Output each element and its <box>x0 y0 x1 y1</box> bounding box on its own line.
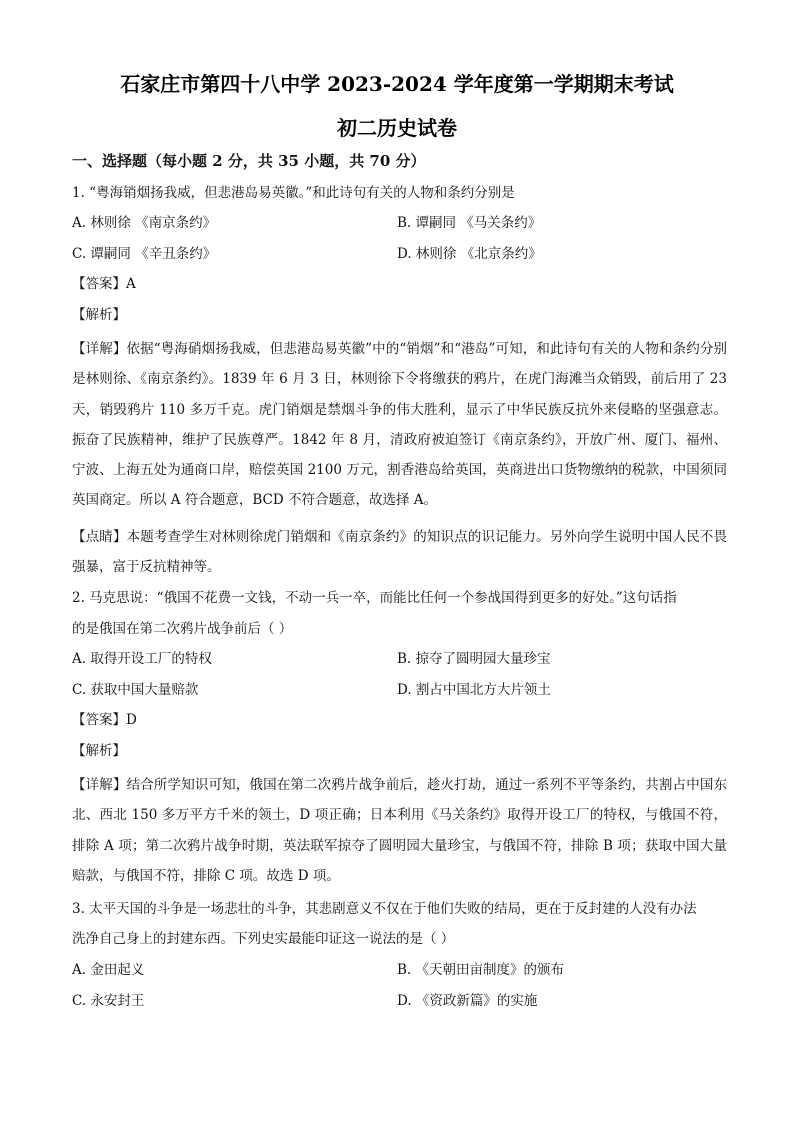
section-heading: 一、选择题（每小题 2 分，共 35 小题，共 70 分） <box>72 152 426 170</box>
question-1-stem: 1. “粤海销烟扬我威，但悲港岛易英徽。”和此诗句有关的人物和条约分别是 <box>72 185 515 201</box>
question-2-option-d: D. 割占中国北方大片领土 <box>397 682 551 698</box>
question-3-option-a: A. 金田起义 <box>72 962 145 978</box>
question-1-option-c: C. 谭嗣同 《辛丑条约》 <box>72 246 217 262</box>
question-3-option-d: D. 《资政新篇》的实施 <box>397 993 538 1009</box>
question-2-answer: 【答案】D <box>72 712 137 728</box>
question-1-option-b: B. 谭嗣同 《马关条约》 <box>397 215 542 231</box>
question-3-stem-line2: 洗净自己身上的封建东西。下列史实最能印证这一说法的是（ ） <box>72 931 455 947</box>
question-1-detail: 【详解】依据“粤海硝烟扬我威，但悲港岛易英徽”中的“销烟”和“港岛”可知，和此诗句有关的人物和条约分别是林则徐、《南京条约》。1839 年 6 月 3 日，林则徐下令将缴获的鸦片，在虎门海滩当众销毁，前后用了 23天，销毁鸦片 110 多万千克。虎门销烟是禁烟斗争的伟大胜利，显示了中华民族反抗外来侵略的坚强意志。振奋了民族精神，维护了民族尊严。1842 年 8 月，清政府被迫签订《南京条约》，开放广州、厦门、福州、宁波、上海五处为通商口岸，赔偿英国 2100 万元，割香港岛给英国，英商进出口货物缴纳的税款，中国须同英国商定。所以 A 符合题意，BCD 不符合题意，故选择 A。 <box>72 341 727 509</box>
question-2-detail: 【详解】结合所学知识可知，俄国在第二次鸦片战争前后，趁火打劫，通过一系列不平等条约，共割占中国东北、西北 150 多万平方千米的领土，D 项正确；日本利用《马关条约》取得开设工厂的特权，与俄国不符，排除 A 项；第二次鸦片战争时期，英法联军掠夺了圆明园大量珍宝，与俄国不符，排除 B 项；获取中国大量赔款，与俄国不符，排除 C 项。故选 D 项。 <box>72 777 727 884</box>
question-2-option-b: B. 掠夺了圆明园大量珍宝 <box>397 651 551 667</box>
question-3-option-c: C. 永安封王 <box>72 993 145 1009</box>
exam-subtitle: 初二历史试卷 <box>337 116 457 140</box>
question-3-stem-line1: 3. 太平天国的斗争是一场悲壮的斗争，其悲剧意义不仅在于他们失败的结局，更在于反封建的人没有办法 <box>72 901 697 917</box>
question-1-comment: 【点睛】本题考查学生对林则徐虎门销烟和《南京条约》的知识点的识记能力。另外向学生说明中国人民不畏强暴，富于反抗精神等。 <box>72 529 727 576</box>
exam-title: 石家庄市第四十八中学 2023-2024 学年度第一学期期末考试 <box>120 72 674 96</box>
question-1-answer: 【答案】A <box>72 276 136 292</box>
question-1-analysis-label: 【解析】 <box>72 307 126 323</box>
question-3-option-b: B. 《天朝田亩制度》的颁布 <box>397 962 565 978</box>
question-2-option-c: C. 获取中国大量赔款 <box>72 682 199 698</box>
question-1-option-d: D. 林则徐 《北京条约》 <box>397 246 542 262</box>
question-1-option-a: A. 林则徐 《南京条约》 <box>72 215 217 231</box>
question-2-option-a: A. 取得开设工厂的特权 <box>72 651 212 667</box>
question-2-analysis-label: 【解析】 <box>72 743 126 759</box>
question-2-stem-line1: 2. 马克思说：“俄国不花费一文钱，不动一兵一卒，而能比任何一个参战国得到更多的好处。”这句话指 <box>72 590 677 606</box>
question-2-stem-line2: 的是俄国在第二次鸦片战争前后（ ） <box>72 621 293 637</box>
